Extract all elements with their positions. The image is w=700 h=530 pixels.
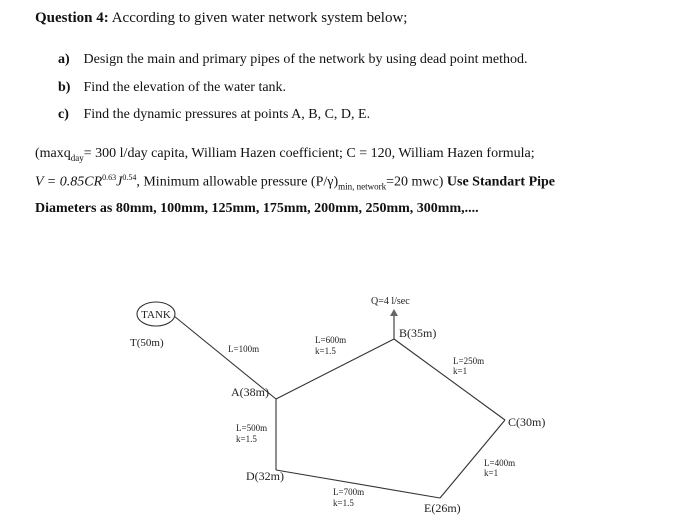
params-day-sub: day xyxy=(70,152,84,163)
node-d-label: D(32m) xyxy=(246,469,284,483)
node-c-label: C(30m) xyxy=(508,415,546,429)
node-a-label: A(38m) xyxy=(231,385,269,399)
pipe-ab-k: k=1.5 xyxy=(315,346,336,356)
pipe-b-c xyxy=(394,339,505,420)
pipe-ce-length: L=400m xyxy=(484,458,516,468)
question-text: According to given water network system below; xyxy=(111,10,408,26)
params-formula-j: J xyxy=(116,174,123,190)
params-line-3: Diameters as 80mm, 100mm, 125mm, 175mm, 200mm, 250mm, 300mm,.... xyxy=(35,201,479,216)
pipe-de-length: L=700m xyxy=(333,487,365,497)
params-maxq: (maxq xyxy=(35,146,71,161)
pipe-bc-k: k=1 xyxy=(453,366,468,376)
params-formula-v: V = 0.85CR xyxy=(35,174,103,190)
tank-label: TANK xyxy=(141,309,171,321)
pipe-ad-k: k=1.5 xyxy=(236,434,257,444)
pipe-ce-k: k=1 xyxy=(484,468,499,478)
node-e-label: E(26m) xyxy=(424,501,461,515)
pipe-ab-length: L=600m xyxy=(315,335,347,345)
item-a-text: Design the main and primary pipes of the network by using dead point method. xyxy=(83,52,528,67)
params-standart-pipe: Use Standart Pipe xyxy=(446,174,556,190)
item-c-text: Find the dynamic pressures at points A, B, C, D, E. xyxy=(83,107,371,122)
params-sup-063: 0.63 xyxy=(102,173,117,182)
tank-elevation: T(50m) xyxy=(130,337,164,349)
params-mwc: =20 mwc) xyxy=(386,174,444,190)
params-min-pressure: , Minimum allowable pressure (P/γ) xyxy=(136,174,339,190)
question-label: Question 4: xyxy=(35,10,109,26)
pipe-ad-length: L=500m xyxy=(236,423,268,433)
item-c-letter: c) xyxy=(58,107,69,122)
params-line-1-text: = 300 l/day capita, William Hazen coefficient; C = 120, William Hazen formula; xyxy=(83,146,535,161)
pipe-bc-length: L=250m xyxy=(453,356,485,366)
pipe-ta-length: L=100m xyxy=(228,344,260,354)
item-a-letter: a) xyxy=(58,52,70,67)
item-b-text: Find the elevation of the water tank. xyxy=(83,80,287,95)
params-min-network-sub: min, network xyxy=(338,181,387,192)
demand-arrow-icon xyxy=(390,309,398,316)
item-b-letter: b) xyxy=(58,80,71,95)
demand-q-label: Q=4 l/sec xyxy=(371,296,410,307)
node-b-label: B(35m) xyxy=(399,326,437,340)
params-sup-054: 0.54 xyxy=(122,173,137,182)
pipe-de-k: k=1.5 xyxy=(333,498,354,508)
